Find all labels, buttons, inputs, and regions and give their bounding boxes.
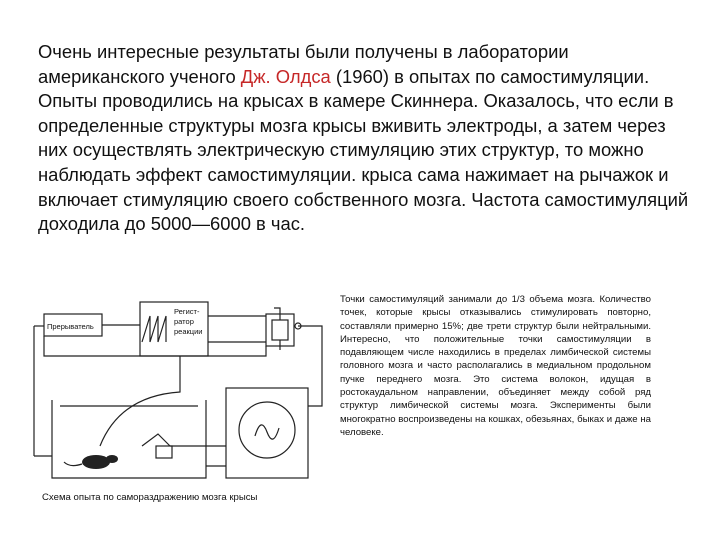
oscilloscope-screen bbox=[239, 402, 295, 458]
main-text-part-1: Очень интересные результаты были получены в лаборатории американского ученого bbox=[38, 41, 569, 87]
lever bbox=[142, 434, 170, 446]
main-text-part-2: (1960) в опытах по самостимуляции. Опыты проводились на крысах в камере Скиннера. Оказалось, что если в определенные структуры мозга крысы вживить электроды, а затем через них осуществлять электрическую стимуляцию этих структур, то можно наблюдать эффект самостимуляции. крыса сама нажимает на рычажок и включает стимуляцию своего собственного мозга. Частота самостимуляций доходила до 5000—6000 в час. bbox=[38, 65, 689, 235]
figure-caption: Схема опыта по самораздражению мозга крысы bbox=[42, 492, 258, 503]
main-paragraph bbox=[38, 40, 698, 237]
experiment-diagram bbox=[30, 296, 330, 494]
label-register-1: Регист- bbox=[174, 307, 200, 316]
scientist-name: Дж. Олдса bbox=[240, 65, 331, 87]
sawtooth-trace bbox=[142, 316, 166, 342]
label-register-3: реакции bbox=[174, 327, 203, 336]
skinner-chamber bbox=[52, 400, 206, 478]
side-paragraph: Точки самостимуляций занимали до 1/3 объема мозга. Количество точек, которые крысы отказывались стимулировать повторно, составляли примерно 15%; две трети структур были нейтральными. Интересно, что положительные точки самостимуляции в подавляющем числе находились в пределах лимбической системы головного мозга и часто располагались в медиальном продольном пучке переднего мозга. Это система волокон, идущая в ростокаудальном направлении, объединяет между собой ряд структур лимбической системы мозга. Эксперименты были многократно воспроизведены на кошках, обезьянах, быках и даже на человеке. bbox=[340, 294, 651, 438]
label-interrupter: Прерыватель bbox=[47, 322, 94, 331]
label-register-2: ратор bbox=[174, 317, 194, 326]
rat-icon bbox=[64, 455, 118, 469]
